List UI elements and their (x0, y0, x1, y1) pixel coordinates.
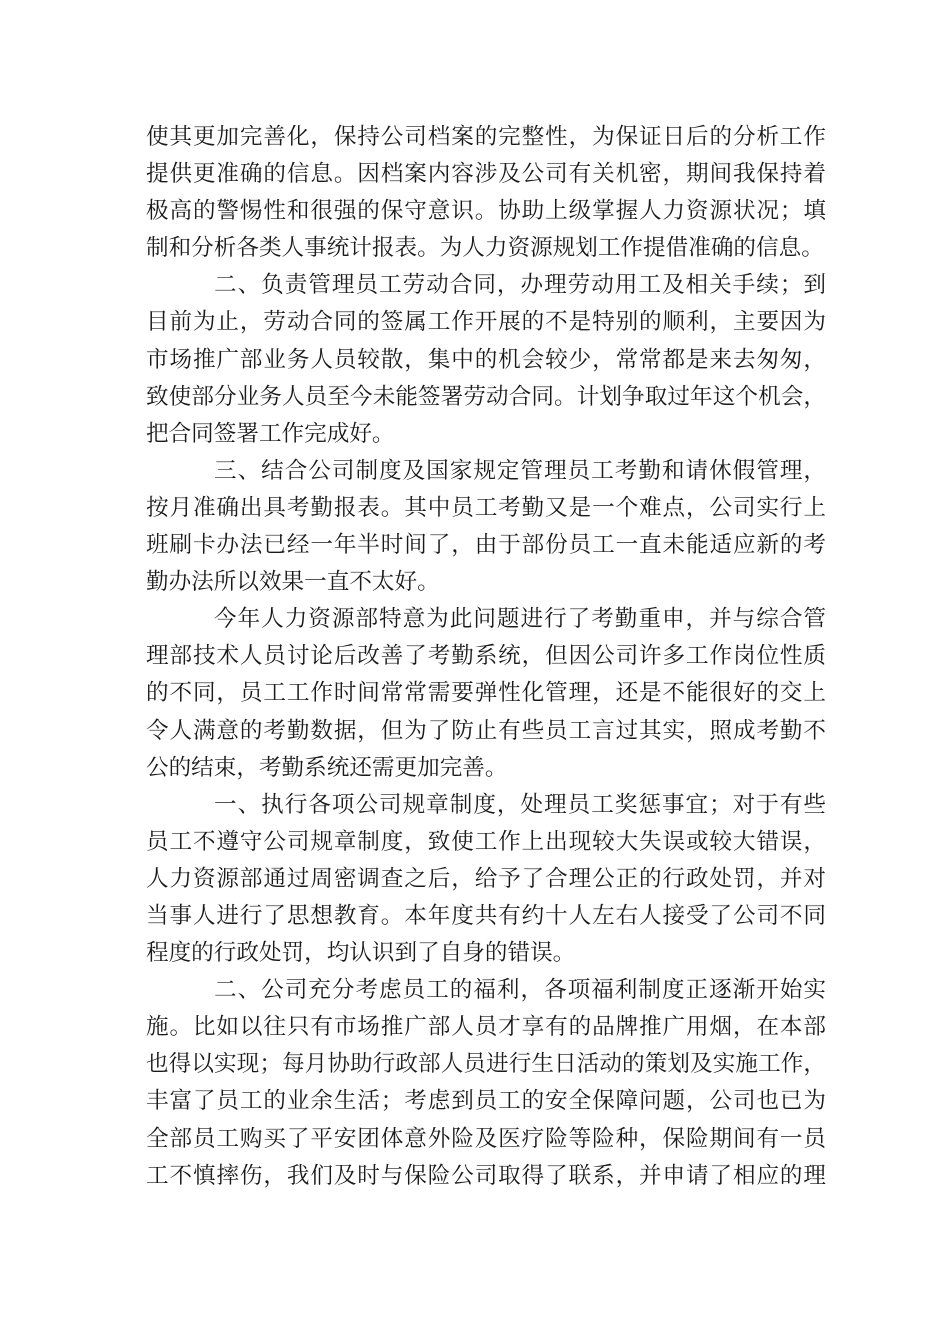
text-line: 全部员工购买了平安团体意外险及医疗险等险种，保险期间有一员 (146, 1125, 826, 1152)
text-line: 按月准确出具考勤报表。其中员工考勤又是一个难点，公司实行上 (146, 494, 826, 521)
text-line: 一、执行各项公司规章制度，处理员工奖惩事宜；对于有些 (214, 791, 826, 818)
text-line: 施。比如以往只有市场推广部人员才享有的品牌推广用烟，在本部 (146, 1014, 826, 1041)
text-line: 员工不遵守公司规章制度，致使工作上出现较大失误或较大错误， (146, 828, 826, 855)
text-line: 公的结束，考勤系统还需更加完善。 (146, 754, 508, 781)
text-line: 目前为止，劳动合同的签属工作开展的不是特别的顺利，主要因为 (146, 309, 826, 336)
text-line: 也得以实现；每月协助行政部人员进行生日活动的策划及实施工作， (146, 1051, 826, 1078)
paragraph-5 (146, 787, 826, 972)
text-line: 令人满意的考勤数据，但为了防止有些员工言过其实，照成考勤不 (146, 717, 826, 744)
text-line: 人力资源部通过周密调查之后，给予了合理公正的行政处罚，并对 (146, 865, 826, 892)
paragraph-2 (146, 267, 826, 452)
text-line: 把合同签署工作完成好。 (146, 420, 395, 447)
text-line: 理部技术人员讨论后改善了考勤系统，但因公司许多工作岗位性质 (146, 643, 826, 670)
text-line: 的不同，员工工作时间常常需要弹性化管理，还是不能很好的交上 (146, 680, 826, 707)
text-line: 二、负责管理员工劳动合同，办理劳动用工及相关手续；到 (214, 272, 826, 299)
text-line: 极高的警惕性和很强的保守意识。协助上级掌握人力资源状况；填 (146, 198, 826, 225)
text-line: 提供更准确的信息。因档案内容涉及公司有关机密，期间我保持着 (146, 161, 826, 188)
text-line: 勤办法所以效果一直不太好。 (146, 569, 440, 596)
paragraph-4 (146, 601, 826, 786)
text-line: 二、公司充分考虑员工的福利，各项福利制度正逐渐开始实 (214, 977, 826, 1004)
text-line: 工不慎摔伤，我们及时与保险公司取得了联系，并申请了相应的理 (146, 1162, 826, 1189)
text-line: 班刷卡办法已经一年半时间了，由于部份员工一直未能适应新的考 (146, 532, 826, 559)
text-line: 致使部分业务人员至今未能签署劳动合同。计划争取过年这个机会， (146, 383, 826, 410)
document-body (146, 119, 826, 1195)
text-line: 制和分析各类人事统计报表。为人力资源规划工作提借准确的信息。 (146, 235, 824, 262)
text-line: 当事人进行了思想教育。本年度共有约十人左右人接受了公司不同 (146, 902, 826, 929)
paragraph-1 (146, 119, 826, 267)
paragraph-6 (146, 972, 826, 1195)
text-line: 丰富了员工的业余生活；考虑到员工的安全保障问题，公司也已为 (146, 1088, 826, 1115)
text-line: 使其更加完善化，保持公司档案的完整性，为保证日后的分析工作 (146, 124, 826, 150)
text-line: 程度的行政处罚，均认识到了自身的错误。 (146, 940, 576, 967)
text-line: 三、结合公司制度及国家规定管理员工考勤和请休假管理， (214, 457, 826, 484)
paragraph-3 (146, 453, 826, 601)
text-line: 今年人力资源部特意为此问题进行了考勤重申，并与综合管 (214, 606, 826, 633)
text-line: 市场推广部业务人员较散，集中的机会较少，常常都是来去匆匆， (146, 346, 826, 373)
